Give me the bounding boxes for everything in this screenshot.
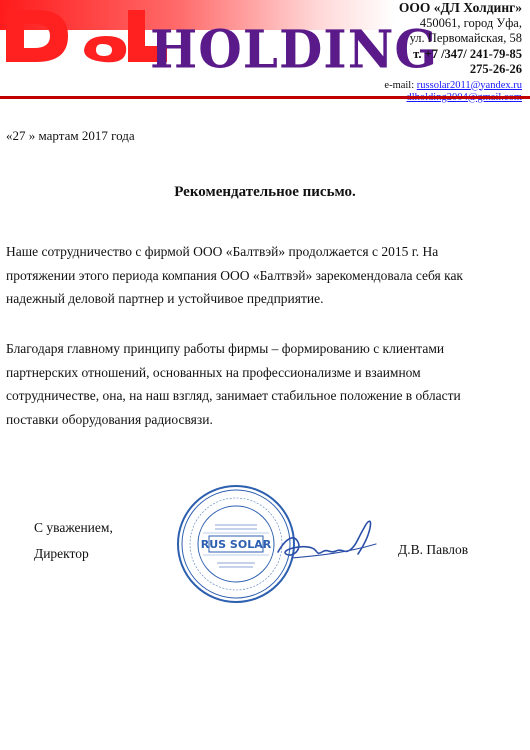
signer-name: Д.В. Павлов [398, 542, 469, 557]
stamp-inner-text: RUS SOLAR [200, 538, 272, 551]
email-label: e-mail: [384, 79, 415, 91]
letter-title: Рекомендательное письмо. [174, 184, 356, 200]
logo-wordmark: HOLDING [150, 18, 439, 80]
director-signature [272, 508, 382, 568]
email-link-1[interactable]: russolar2011@yandex.ru [416, 79, 522, 91]
email-list [382, 80, 522, 104]
closing-block [34, 515, 113, 567]
company-contact-block [382, 0, 522, 104]
phone-line-2: 275-26-26 [469, 62, 522, 76]
closing-greeting: С уважением, [34, 520, 113, 535]
address-line-2: ул. Первомайская, 58 [409, 31, 522, 45]
company-name: ООО «ДЛ Холдинг» [398, 0, 522, 15]
address-line-1: 450061, город Уфа, [419, 15, 522, 30]
header-divider [0, 96, 530, 99]
paragraph-2: Благодаря главному принципу работы фирмы – формированию с клиентами партнерских отношений, основанных на профессионализме и взаимном сотрудничестве, она, на наш взгляд, занимает стабильное положение в области поставки оборудования радиосвязи. [6, 341, 461, 427]
phone-line-1: т. +7 /347/ 241-79-85 [413, 46, 522, 61]
paragraph-1: Наше сотрудничество с фирмой ООО «Балтвэй» продолжается с 2015 г. На протяжении этого периода компания ООО «Балтвэй» зарекомендовала себя как надежный деловой партнер и устойчивое предприятие. [6, 244, 463, 306]
letter-date: «27 » мартам 2017 года [6, 128, 135, 143]
signer-position: Директор [34, 546, 89, 561]
